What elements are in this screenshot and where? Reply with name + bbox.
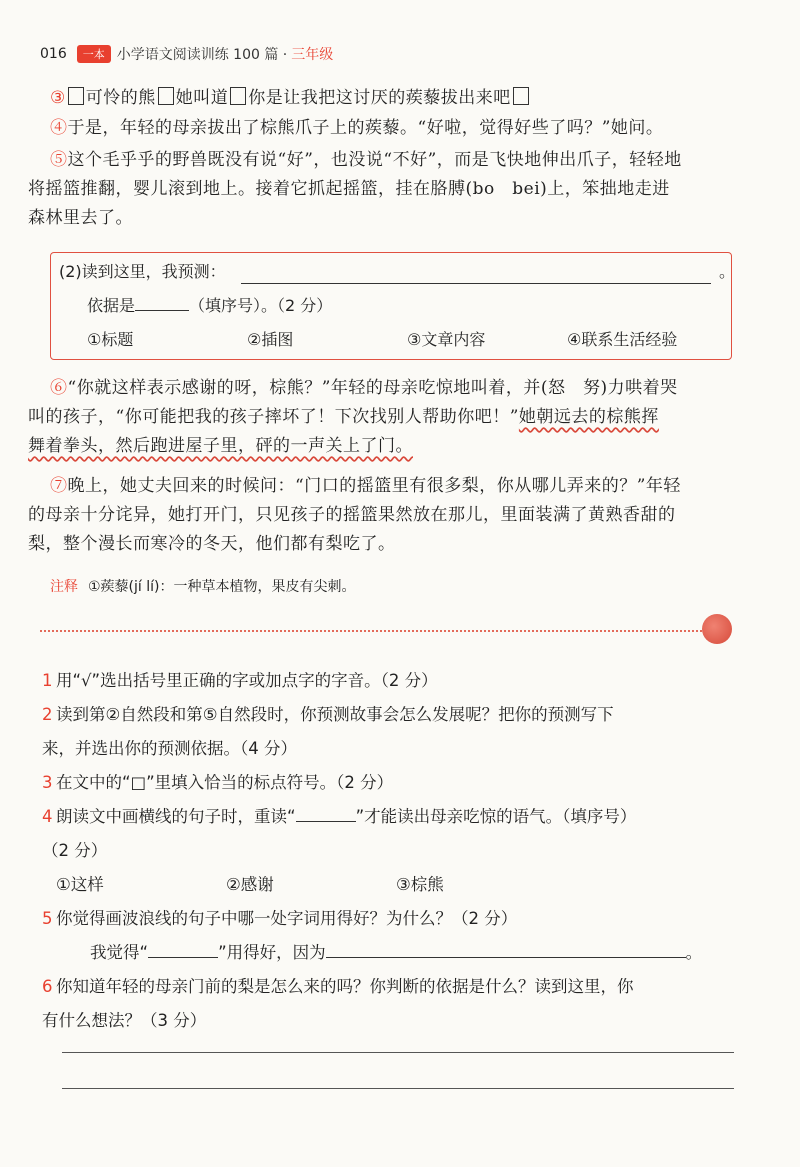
question-text: 你知道年轻的母亲门前的梨是怎么来的吗？你判断的依据是什么？读到这里，你 — [56, 977, 634, 996]
question-5 — [42, 902, 742, 936]
basis-hint: （填序号）。（2 分） — [189, 296, 333, 315]
prediction-prompt: (2)读到这里，我预测： — [59, 262, 226, 281]
question-5-fill — [42, 936, 742, 970]
paragraph-number: ⑦ — [50, 476, 68, 496]
basis-option: ④联系生活经验 — [567, 330, 678, 349]
answer-line[interactable] — [62, 1088, 734, 1089]
basis-option: ③文章内容 — [407, 330, 486, 349]
fill-text: ”用得好，因为 — [218, 943, 326, 962]
paragraph-text: 她叫道 — [175, 88, 229, 108]
basis-option: ②插图 — [247, 330, 294, 349]
note-text: ①蒺藜(jí lí)：一种草本植物，果皮有尖刺。 — [88, 579, 356, 595]
paragraph-number: ④ — [50, 118, 68, 138]
wavy-underlined-text: 舞着拳头，然后跑进屋子里，砰的一声关上了门。 — [28, 436, 413, 456]
basis-label: 依据是 — [87, 296, 136, 315]
paragraph-text: 晚上，她丈夫回来的时候问：“门口的摇篮里有很多梨，你从哪儿弄来的？”年轻 — [67, 476, 681, 496]
question-6 — [42, 970, 742, 1038]
prediction-question-box — [50, 252, 736, 360]
answer-blank[interactable] — [326, 957, 686, 958]
paragraph-number: ③ — [50, 88, 66, 108]
question-text: 你觉得画波浪线的句子中哪一处字词用得好？为什么？（2 分） — [56, 909, 518, 928]
answer-blank[interactable] — [296, 821, 356, 822]
note-label: 注释 — [50, 579, 78, 595]
answer-option: ③棕熊 — [396, 875, 444, 894]
paragraph-text: 可怜的熊 — [85, 88, 156, 108]
question-number: 2 — [42, 705, 53, 724]
prediction-period: 。 — [719, 262, 736, 281]
wavy-underlined-text: 她朝远去的棕熊挥 — [518, 407, 659, 427]
fill-text: 我觉得“ — [90, 943, 149, 962]
question-1 — [42, 664, 742, 698]
questions-section — [42, 664, 742, 1038]
punctuation-blank[interactable] — [158, 87, 174, 105]
paragraph-number: ⑤ — [50, 150, 68, 170]
question-number: 5 — [42, 909, 53, 928]
answer-option: ①这样 — [56, 875, 104, 894]
paragraph-7 — [28, 472, 740, 559]
answer-line[interactable] — [62, 1052, 734, 1053]
section-divider — [40, 630, 702, 632]
yarn-ball-icon — [702, 614, 732, 644]
question-number: 3 — [42, 773, 53, 792]
page-header — [40, 42, 333, 66]
paragraph-text: 将摇篮推翻，婴儿滚到地上。接着它抓起摇篮，挂在胳膊(bo bei)上，笨拙地走进 — [28, 179, 670, 199]
basis-options — [87, 327, 727, 350]
paragraph-number: ⑥ — [50, 378, 68, 398]
paragraph-4 — [50, 114, 740, 143]
paragraph-text: 于是，年轻的母亲拔出了棕熊爪子上的蒺藜。“好啦，觉得好些了吗？”她问。 — [67, 118, 664, 138]
fill-text: 。 — [685, 943, 703, 962]
answer-blank[interactable] — [148, 957, 218, 958]
question-text: 来，并选出你的预测依据。（4 分） — [42, 739, 297, 758]
question-text: 用“√”选出括号里正确的字或加点字的字音。（2 分） — [56, 671, 438, 690]
question-4-options — [42, 868, 742, 902]
paragraph-text: 梨，整个漫长而寒冷的冬天，他们都有梨吃了。 — [28, 534, 396, 554]
paragraph-text: “你就这样表示感谢的呀，棕熊？”年轻的母亲吃惊地叫着，并(怒 努)力哄着哭 — [67, 378, 678, 398]
question-text: （2 分） — [42, 841, 108, 860]
basis-blank[interactable] — [135, 310, 189, 311]
paragraph-3 — [50, 84, 740, 113]
question-text: 有什么想法？（3 分） — [42, 1011, 207, 1030]
paragraph-text: 森林里去了。 — [28, 208, 133, 228]
punctuation-blank[interactable] — [230, 87, 246, 105]
page-number: 016 — [40, 46, 67, 62]
paragraph-6 — [28, 374, 740, 461]
basis-option: ①标题 — [87, 330, 134, 349]
prediction-answer-line[interactable] — [241, 283, 711, 284]
paragraph-text: 的母亲十分诧异，她打开门，只见孩子的摇篮果然放在那儿，里面装满了黄熟香甜的 — [28, 505, 676, 525]
paragraph-text: 这个毛乎乎的野兽既没有说“好”，也没说“不好”，而是飞快地伸出爪子，轻轻地 — [67, 150, 682, 170]
annotation-note — [50, 576, 355, 596]
question-3 — [42, 766, 742, 800]
punctuation-blank[interactable] — [68, 87, 84, 105]
answer-option: ②感谢 — [226, 875, 274, 894]
question-4 — [42, 800, 742, 868]
question-2 — [42, 698, 742, 766]
punctuation-blank[interactable] — [513, 87, 529, 105]
question-text: 朗读文中画横线的句子时，重读“ — [56, 807, 296, 826]
question-number: 6 — [42, 977, 53, 996]
question-text: 读到第②自然段和第⑤自然段时，你预测故事会怎么发展呢？把你的预测写下 — [56, 705, 614, 724]
series-title: 小学语文阅读训练 100 篇 · — [116, 47, 288, 63]
basis-line — [87, 293, 332, 316]
question-text: ”才能读出母亲吃惊的语气。（填序号） — [355, 807, 637, 826]
paragraph-5 — [28, 146, 740, 233]
question-text: 在文中的“□”里填入恰当的标点符号。（2 分） — [56, 773, 394, 792]
paragraph-text: 叫的孩子，“你可能把我的孩子摔坏了！下次找别人帮助你吧！” — [28, 407, 519, 427]
question-number: 1 — [42, 671, 53, 690]
grade-label: 三年级 — [291, 47, 334, 63]
paragraph-text: 你是让我把这讨厌的蒺藜拔出来吧 — [248, 88, 511, 108]
brand-logo: 一本 — [77, 45, 111, 63]
question-number: 4 — [42, 807, 53, 826]
